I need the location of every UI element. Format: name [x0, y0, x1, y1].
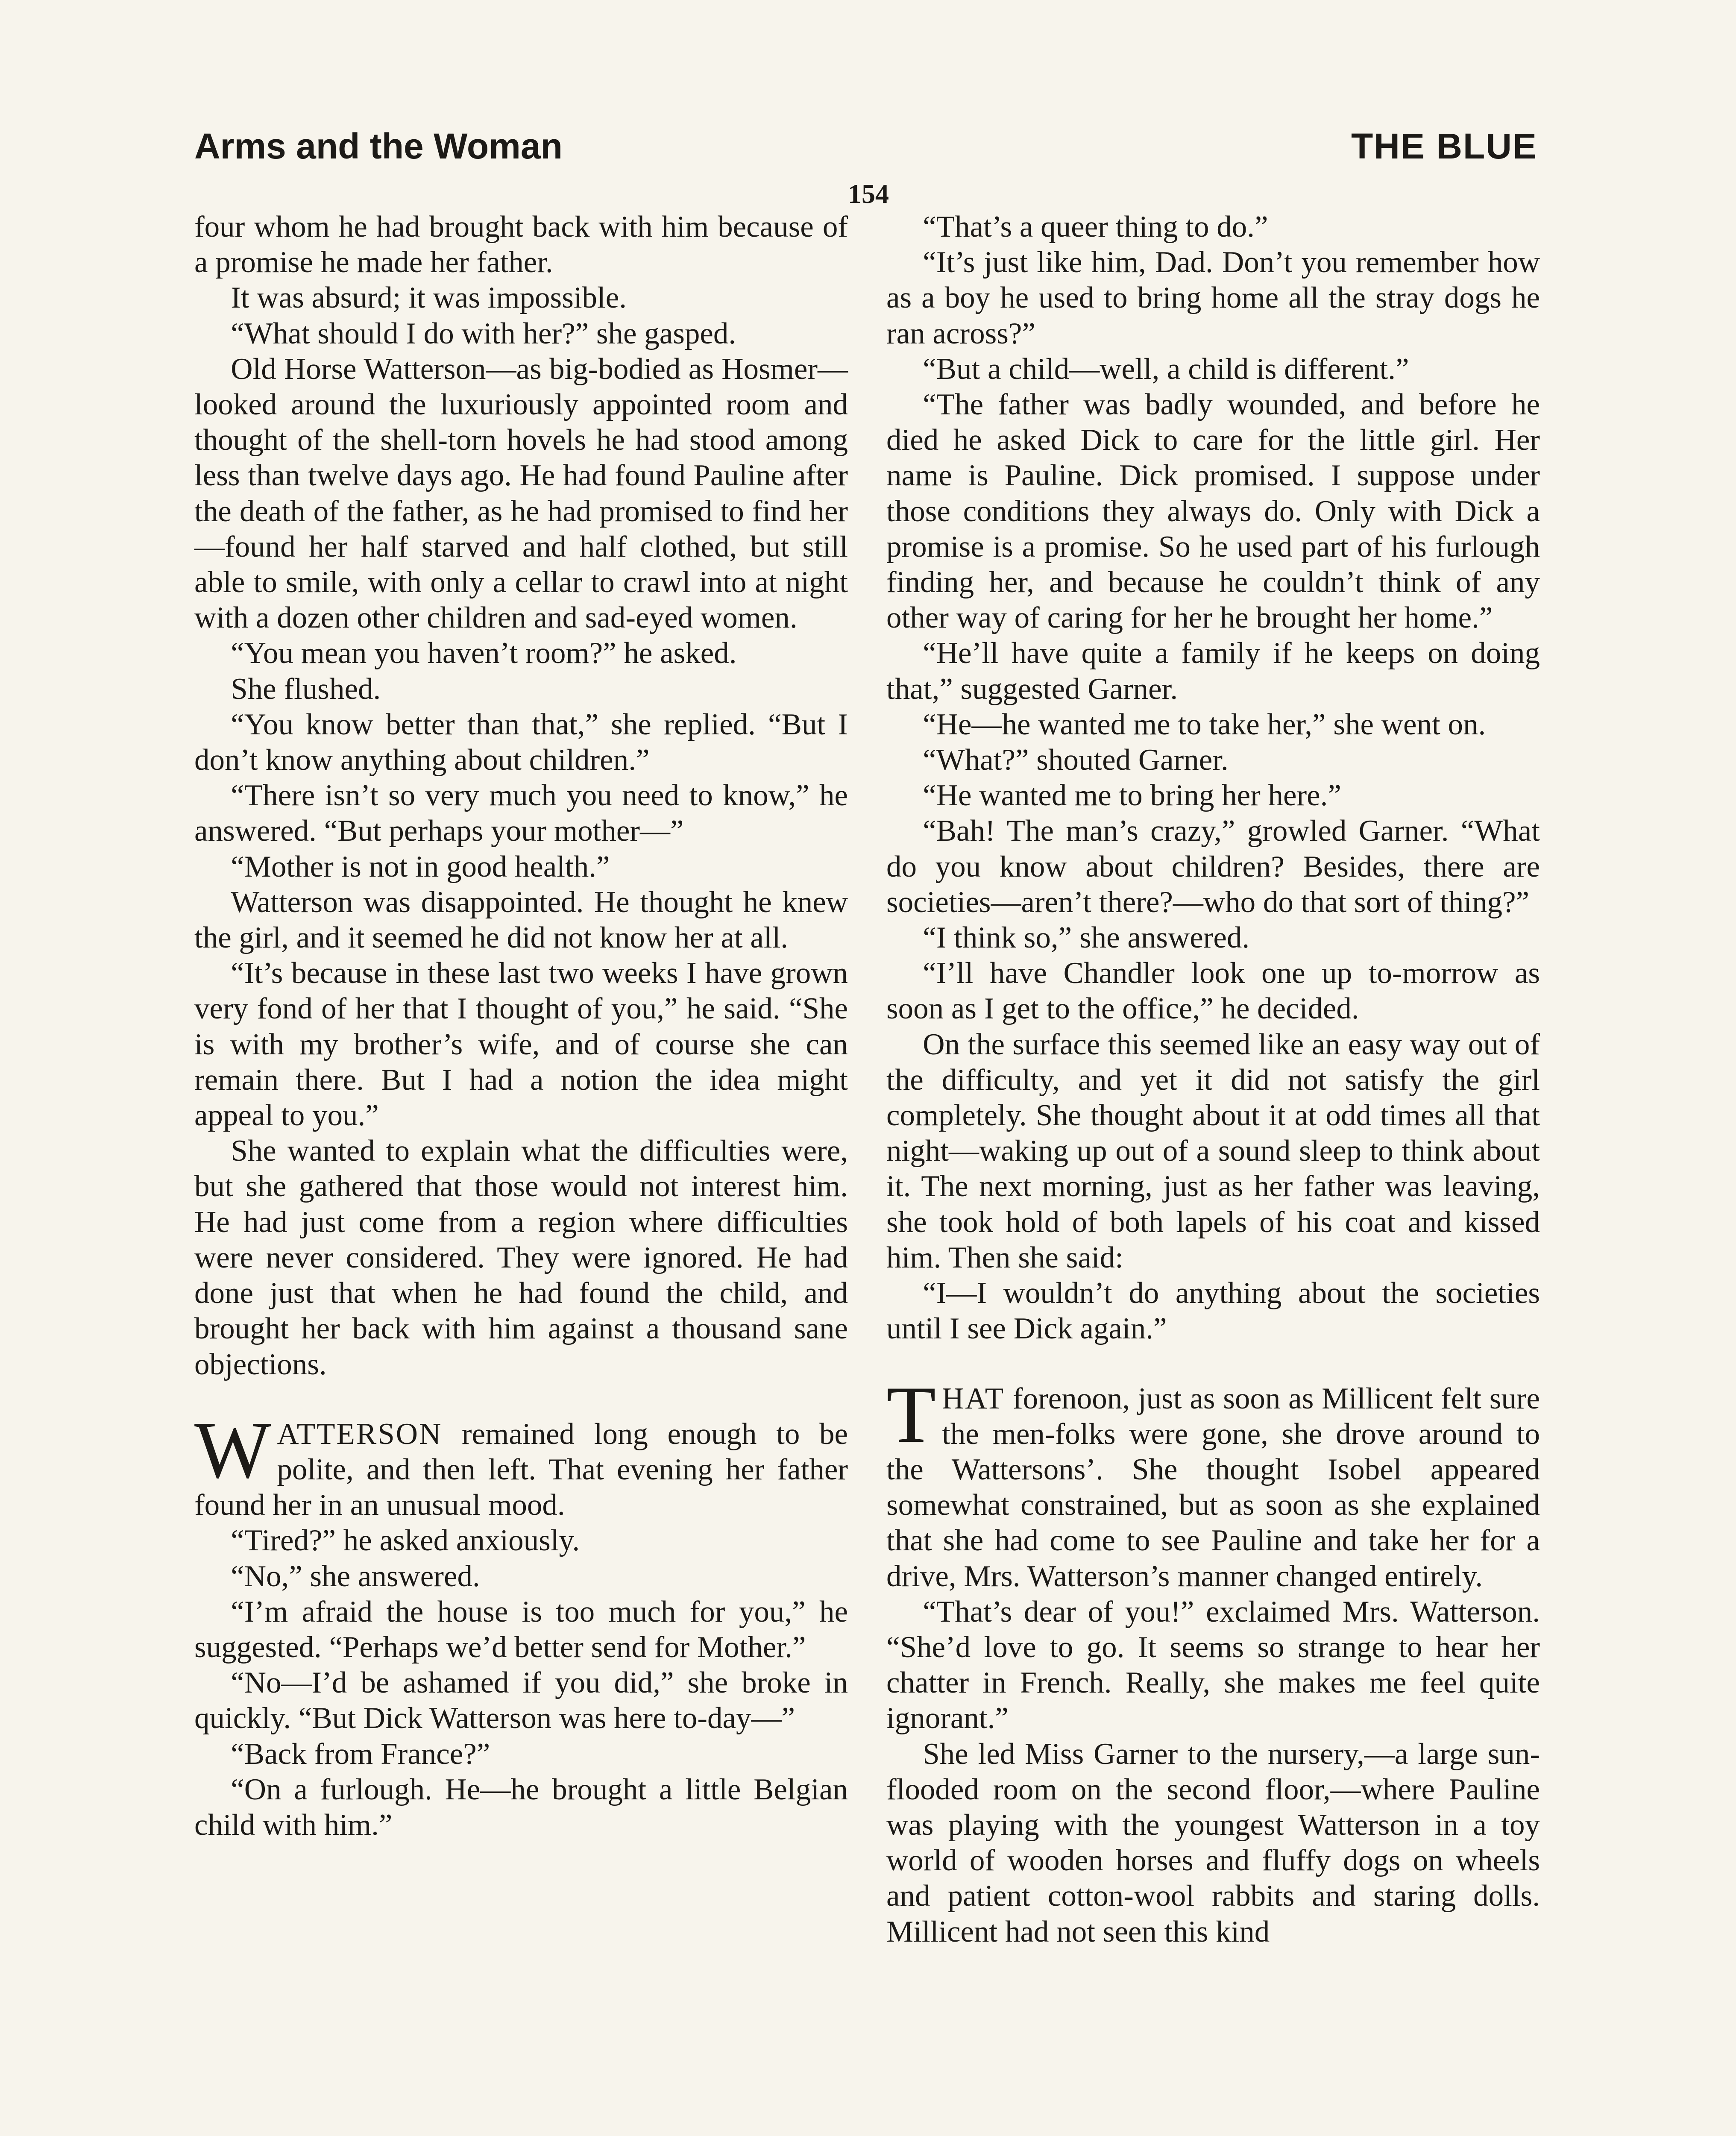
paragraph-text: remained long enough to be polite, and then left. That evening her father found her in an unusual mood.	[194, 1417, 848, 1522]
paragraph: On the surface this seemed like an easy way out of the difficulty, and yet it did not satisfy the girl completely. She thought about it at odd times all that night—waking up out of a sound sleep to think about it. The next morning, just as her father was leaving, she took hold of both lapels of his coat and kissed him. Then she said:	[886, 1027, 1540, 1274]
paragraph: “I’m afraid the house is too much for you,” he suggested. “Perhaps we’d better send for Mother.”	[194, 1595, 848, 1664]
paragraph: Watterson was disappointed. He thought he knew the girl, and it seemed he did not know her at all.	[194, 885, 848, 955]
paragraph: “But a child—well, a child is different.”	[923, 352, 1409, 386]
paragraph: “You mean you haven’t room?” he asked.	[231, 637, 737, 670]
paragraph: “Back from France?”	[231, 1737, 490, 1771]
paragraph: “I—I wouldn’t do anything about the societies until I see Dick again.”	[886, 1276, 1540, 1346]
paragraph: She wanted to explain what the difficulties were, but she gathered that those would not interest him. He had just come from a region where difficulties were never considered. They were ignored. He had done just that when he had found the child, and brought her back with him against a thousand sane objections.	[194, 1134, 848, 1381]
paragraph: “No,” she answered.	[231, 1559, 480, 1593]
magazine-title: THE BLUE	[1351, 126, 1537, 166]
story-title: Arms and the Woman	[194, 126, 563, 166]
left-column	[194, 209, 848, 1843]
paragraph: “I think so,” she answered.	[923, 921, 1250, 955]
section-opening-paragraph	[886, 1370, 1540, 1594]
paragraph: She led Miss Garner to the nursery,—a large sun-flooded room on the second floor,—where Pauline was playing with the youngest Watterson in a toy world of wooden horses and fluffy dogs on wheels and patient cotton-wool rabbits and staring dolls. Millicent had not seen this kind	[886, 1737, 1540, 1948]
paragraph: “No—I’d be ashamed if you did,” she broke in quickly. “But Dick Watterson was here to-day—”	[194, 1666, 848, 1735]
paragraph: “The father was badly wounded, and before he died he asked Dick to care for the little girl. Her name is Pauline. Dick promised. I suppose under those conditions they always do. Only with Dick a promise is a promise. So he used part of his furlough finding her, and because he couldn’t think of any other way of caring for her he brought her home.”	[886, 388, 1540, 635]
paragraph: “He—he wanted me to take her,” she went on.	[923, 707, 1486, 741]
paragraph: “He’ll have quite a family if he keeps on doing that,” suggested Garner.	[886, 637, 1540, 706]
paragraph: “Bah! The man’s crazy,” growled Garner. “What do you know about children? Besides, there are societies—aren’t there?—who do that sort of thing?”	[886, 814, 1540, 919]
paragraph: “It’s just like him, Dad. Don’t you remember how as a boy he used to bring home all the stray dogs he ran across?”	[886, 246, 1540, 350]
paragraph: She flushed.	[231, 672, 381, 706]
paragraph: Old Horse Watterson—as big-bodied as Hosmer—looked around the luxuriously appointed room and thought of the shell-torn hovels he had stood among less than twelve days ago. He had found Pauline after the death of the father, as he had promised to find her—found her half starved and half clothed, but still able to smile, with only a cellar to crawl into at night with a dozen other children and sad-eyed women.	[194, 352, 848, 635]
drop-cap: W	[194, 1405, 271, 1495]
paragraph: “That’s a queer thing to do.”	[923, 210, 1268, 244]
paragraph: “Mother is not in good health.”	[231, 850, 610, 883]
drop-cap: T	[886, 1370, 936, 1460]
paragraph: “You know better than that,” she replied. “But I don’t know anything about children.”	[194, 707, 848, 777]
paragraph: four whom he had brought back with him because of a promise he made her father.	[194, 210, 848, 279]
paragraph: “He wanted me to bring her here.”	[923, 779, 1341, 813]
small-caps-lead: ATTERSON	[277, 1417, 443, 1451]
paragraph: “What should I do with her?” she gasped.	[231, 317, 736, 350]
section-opening-paragraph	[194, 1405, 848, 1523]
small-caps-lead: HAT	[942, 1382, 1005, 1415]
paragraph: “There isn’t so very much you need to know,” he answered. “But perhaps your mother—”	[194, 779, 848, 848]
paragraph: “That’s dear of you!” exclaimed Mrs. Watterson. “She’d love to go. It seems so strange to hear her chatter in French. Really, she makes me feel quite ignorant.”	[886, 1595, 1540, 1735]
paragraph-text: forenoon, just as soon as Millicent felt sure the men-folks were gone, she drove around to the Wattersons’. She thought Isobel appeared somewhat constrained, but as soon as she explained that she had come to see Pauline and take her for a drive, Mrs. Watterson’s manner changed entirely.	[886, 1382, 1540, 1593]
paragraph: “It’s because in these last two weeks I have grown very fond of her that I thought of you,” he said. “She is with my brother’s wife, and of course she can remain there. But I had a notion the idea might appeal to you.”	[194, 957, 848, 1133]
paragraph: It was absurd; it was impossible.	[231, 281, 627, 315]
paragraph: “I’ll have Chandler look one up to-morrow as soon as I get to the office,” he decided.	[886, 957, 1540, 1026]
paragraph: “On a furlough. He—he brought a little Belgian child with him.”	[194, 1772, 848, 1842]
right-column	[886, 209, 1540, 1950]
paragraph: “What?” shouted Garner.	[923, 743, 1229, 777]
page-number: 154	[848, 179, 889, 209]
paragraph: “Tired?” he asked anxiously.	[231, 1524, 580, 1558]
